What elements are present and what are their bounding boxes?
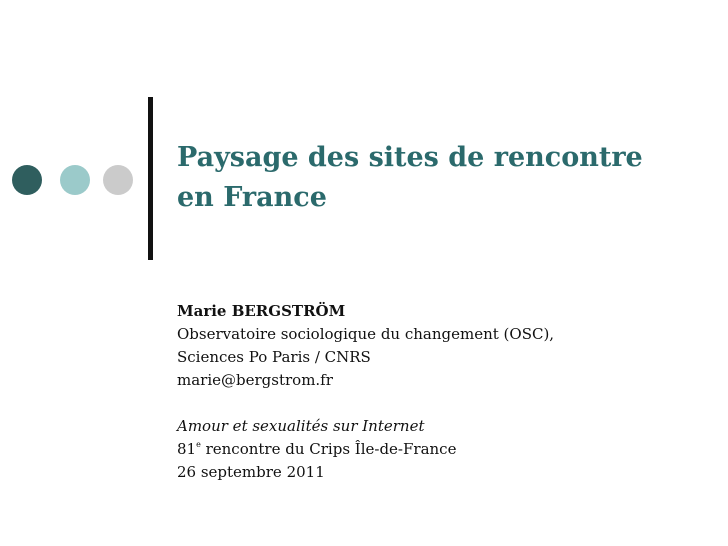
- decorative-dot-light: [60, 165, 90, 195]
- event-date: 26 septembre 2011: [177, 463, 325, 481]
- slide-body: [177, 300, 697, 484]
- event-name: Amour et sexualités sur Internet: [177, 417, 425, 435]
- event-number: 81: [177, 440, 197, 458]
- author-name: Marie BERGSTRÖM: [177, 302, 346, 320]
- event-rencontre-text: rencontre du Crips Île-de-France: [200, 440, 457, 458]
- event-ordinal-suffix: e: [196, 440, 201, 449]
- vertical-accent-bar: [148, 97, 153, 260]
- author-affiliation-1: Observatoire sociologique du changement (OSC),: [177, 325, 555, 343]
- decorative-dot-grey: [103, 165, 133, 195]
- slide-title-line-2: en France: [177, 182, 327, 213]
- blank-spacer: [177, 392, 697, 415]
- author-affiliation-2: Sciences Po Paris / CNRS: [177, 348, 371, 366]
- event-rencontre: [177, 438, 697, 461]
- decorative-dot-dark: [12, 165, 42, 195]
- author-email: marie@bergstrom.fr: [177, 371, 333, 389]
- slide-title-line-1: Paysage des sites de rencontre: [177, 142, 643, 173]
- slide-title: [177, 138, 717, 218]
